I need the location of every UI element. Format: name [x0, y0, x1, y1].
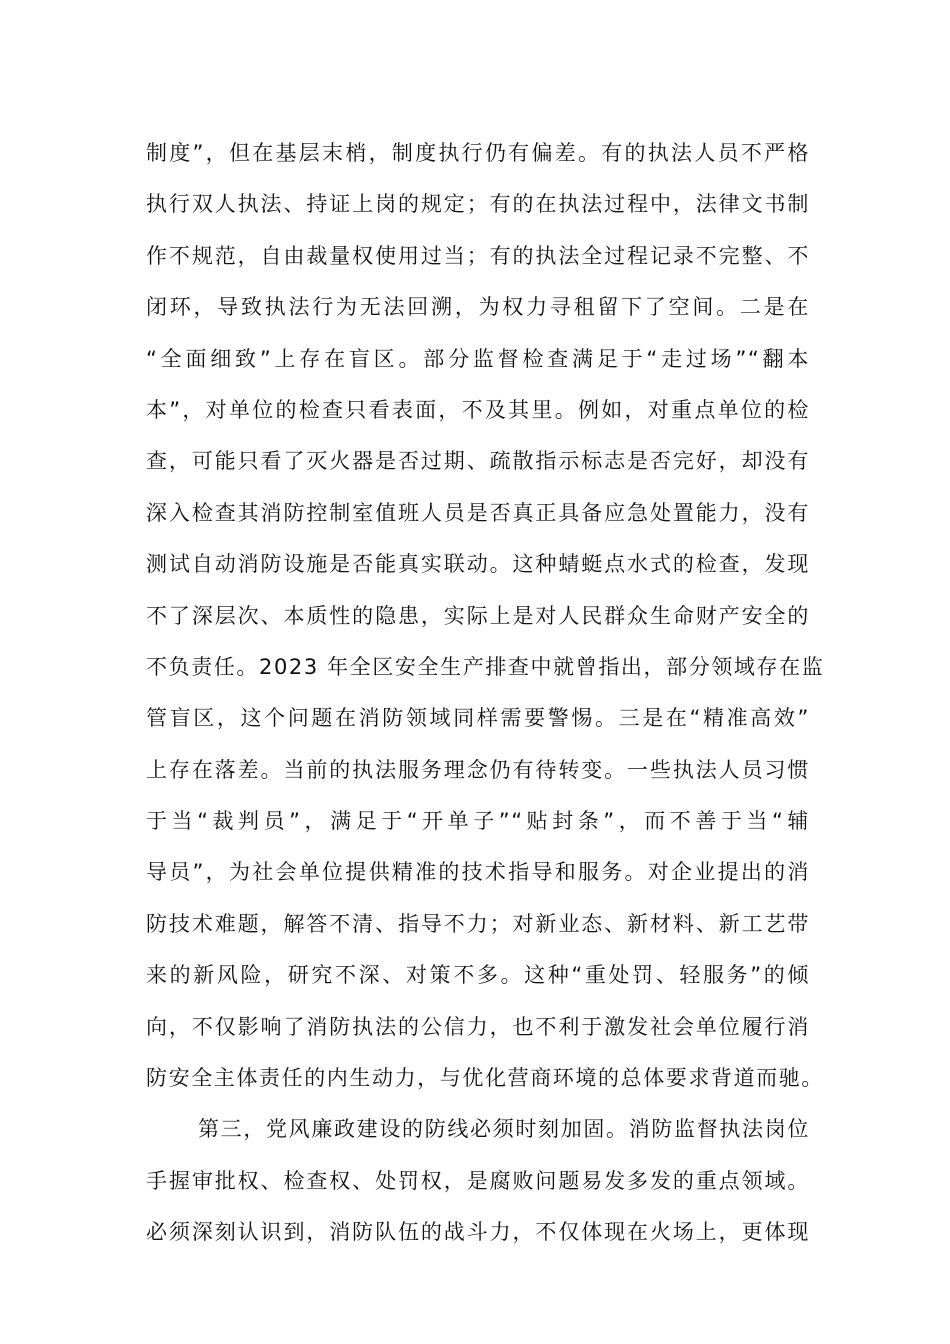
text-line: 防安全主体责任的内生动力，与优化营商环境的总体要求背道而驰。 [146, 1066, 824, 1091]
text-line: 必须深刻认识到，消防队伍的战斗力，不仅体现在火场上，更体现 [146, 1220, 810, 1245]
text-line: 管盲区，这个问题在消防领域同样需要警惕。三是在“精准高效” [146, 706, 810, 731]
text-line: 上存在落差。当前的执法服务理念仍有待转变。一些执法人员习惯 [146, 757, 810, 782]
text-line: 作不规范，自由裁量权使用过当；有的执法全过程记录不完整、不 [146, 243, 810, 268]
text-line: 不了深层次、本质性的隐患，实际上是对人民群众生命财产安全的 [146, 603, 810, 628]
text-line: 测试自动消防设施是否能真实联动。这种蜻蜓点水式的检查，发现 [146, 552, 810, 577]
text-line: 来的新风险，研究不深、对策不多。这种“重处罚、轻服务”的倾 [146, 963, 810, 988]
text-line: 导员”，为社会单位提供精准的技术指导和服务。对企业提出的消 [146, 860, 810, 885]
text-line: 本”，对单位的检查只看表面，不及其里。例如，对重点单位的检 [146, 397, 810, 422]
text-line: 于当“裁判员”，满足于“开单子”“贴封条”，而不善于当“辅 [146, 809, 810, 834]
text-line: 手握审批权、检查权、处罚权，是腐败问题易发多发的重点领域。 [146, 1168, 810, 1193]
text-line: 不负责任。2023 年全区安全生产排查中就曾指出，部分领域存在监 [146, 654, 825, 679]
text-line: 制度”，但在基层末梢，制度执行仍有偏差。有的执法人员不严格 [146, 141, 810, 165]
text-line: 向，不仅影响了消防执法的公信力，也不利于激发社会单位履行消 [146, 1014, 810, 1039]
text-line: “全面细致”上存在盲区。部分监督检查满足于“走过场”“翻本 [146, 346, 810, 371]
paragraph-first-line: 第三，党风廉政建设的防线必须时刻加固。消防监督执法岗位 [198, 1117, 810, 1142]
body-text [146, 128, 825, 1259]
text-line: 执行双人执法、持证上岗的规定；有的在执法过程中，法律文书制 [146, 192, 810, 217]
text-line: 防技术难题，解答不清、指导不力；对新业态、新材料、新工艺带 [146, 911, 810, 936]
text-line: 深入检查其消防控制室值班人员是否真正具备应急处置能力，没有 [146, 500, 810, 525]
text-line: 闭环，导致执法行为无法回溯，为权力寻租留下了空间。二是在 [146, 295, 810, 320]
text-line: 查，可能只看了灭火器是否过期、疏散指示标志是否完好，却没有 [146, 449, 810, 474]
